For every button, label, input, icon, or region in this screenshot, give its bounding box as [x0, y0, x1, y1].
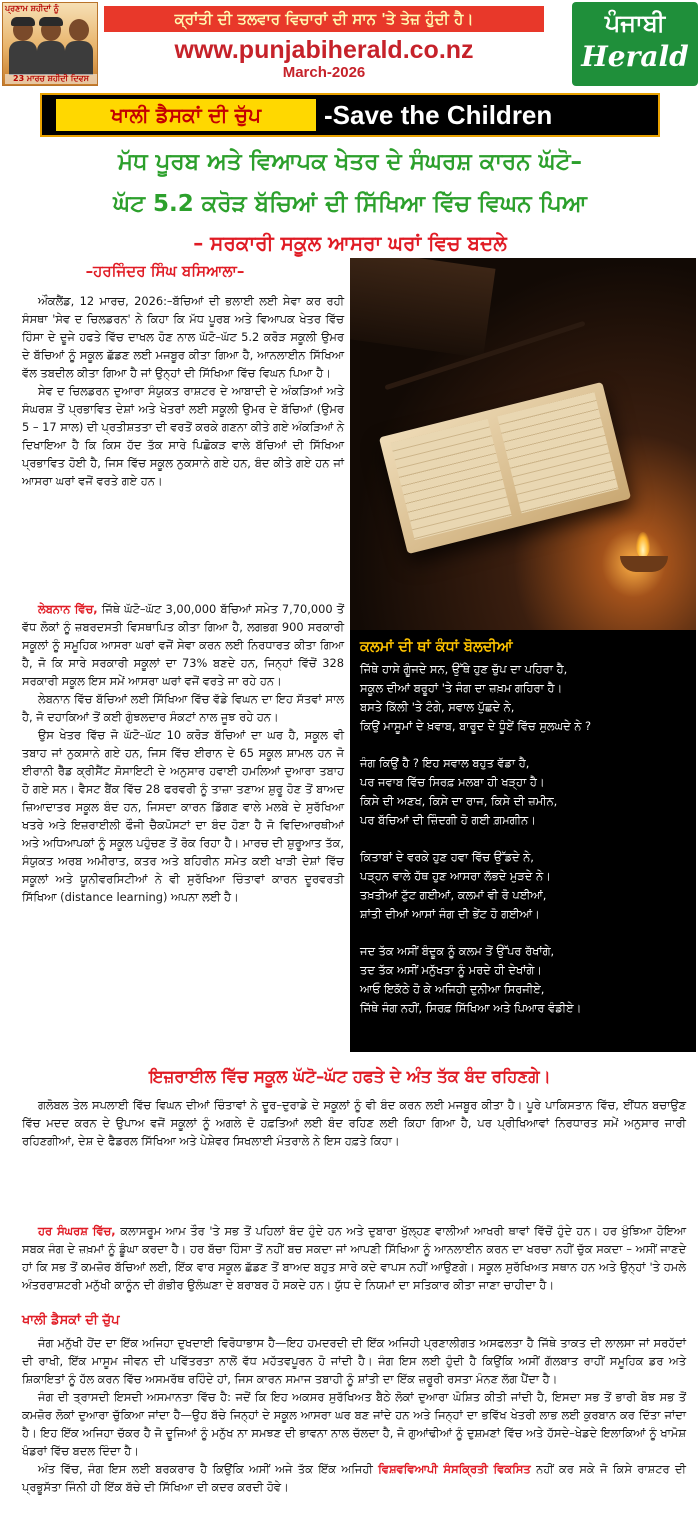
- article-paragraph: ਲੇਬਨਾਨ ਵਿੱਚ ਬੱਚਿਆਂ ਲਈ ਸਿੱਖਿਆ ਵਿੱਚ ਵੱਡੇ ਵਿਘਨ ਦਾ ਇਹ ਸੱਤਵਾਂ ਸਾਲ ਹੈ, ਜੋ ਦਹਾਕਿਆਂ ਤੋਂ ਕਈ ਗੁੰਝਲਦਾਰ ਸੰਕਟਾਂ ਨਾਲ ਜੂਝ ਰਹੇ ਹਨ।: [22, 692, 344, 724]
- poem-stanza: [360, 848, 686, 924]
- open-book: [379, 382, 631, 554]
- poem-line: ਜਿੱਥੇ ਹਾਸੇ ਗੂੰਜਦੇ ਸਨ, ਉੱਥੇ ਹੁਣ ਚੁੱਪ ਦਾ ਪਹਿਰਾ ਹੈ,: [360, 662, 568, 676]
- poem-stanza: [360, 942, 686, 1018]
- poem-line: ਕਿਤਾਬਾਂ ਦੇ ਵਰਕੇ ਹੁਣ ਹਵਾ ਵਿੱਚ ਉੱਡਦੇ ਨੇ,: [360, 850, 534, 864]
- poem-line: ਕਿਸੇ ਦੀ ਅਣਖ, ਕਿਸੇ ਦਾ ਰਾਜ, ਕਿਸੇ ਦੀ ਜ਼ਮੀਨ,: [360, 794, 558, 808]
- martyrs-poster: [2, 2, 98, 86]
- global-culture-highlight: ਵਿਸ਼ਵਵਿਆਪੀ ਸੰਸਕ੍ਰਿਤੀ ਵਿਕਸਿਤ: [378, 1462, 531, 1476]
- poem-line: ਜੰਗ ਕਿਉਂ ਹੈ ? ਇਹ ਸਵਾਲ ਬਹੁਤ ਵੱਡਾ ਹੈ,: [360, 756, 530, 770]
- poem-box: [350, 630, 696, 1052]
- article-paragraph: ਔਕਲੈਂਡ, 12 ਮਾਰਚ, 2026:–ਬੱਚਿਆਂ ਦੀ ਭਲਾਈ ਲਈ ਸੇਵਾ ਕਰ ਰਹੀ ਸੰਸਥਾ 'ਸੇਵ ਦ ਚਿਲਡਰਨ' ਨੇ ਕਿਹਾ ਕਿ ਮੱਧ ਪੂਰਬ ਅਤੇ ਵਿਆਪਕ ਖੇਤਰ ਵਿੱਚ ਹਿੰਸਾ ਦੇ ਦੂਜੇ ਹਫਤੇ ਵਿੱਚ ਦਾਖਲ ਹੋਣ ਨਾਲ ਘੱਟੋ–ਘੱਟ 5.2 ਕਰੋੜ ਸਕੂਲੀ ਉਮਰ ਦੇ ਬੱਚਿਆਂ ਨੂੰ ਸਕੂਲ ਛੱਡਣ ਲਈ ਮਜਬੂਰ ਕੀਤਾ ਗਿਆ ਹੈ, ਆਨਲਾਈਨ ਸਿੱਖਿਆ ਵੱਲ ਤਬਦੀਲ ਕੀਤਾ ਗਿਆ ਹੈ ਜਾਂ ਉਨ੍ਹਾਂ ਦੀ ਸਿੱਖਿਆ ਵਿੱਚ ਵਿਘਨ ਪਿਆ ਹੈ।: [22, 294, 344, 380]
- article-paragraph: ਜੰਗ ਮਨੁੱਖੀ ਹੋਂਦ ਦਾ ਇੱਕ ਅਜਿਹਾ ਦੁਖਦਾਈ ਵਿਰੋਧਾਭਾਸ ਹੈ—ਇਹ ਹਮਦਰਦੀ ਦੀ ਇੱਕ ਅਜਿਹੀ ਪ੍ਰਣਾਲੀਗਤ ਅਸਫਲਤਾ ਹੈ ਜਿੱਥੇ ਤਾਕਤ ਦੀ ਲਾਲਸਾ ਜਾਂ ਸਰਹੱਦਾਂ ਦੀ ਰਾਖੀ, ਇੱਕ ਮਾਸੂਮ ਜੀਵਨ ਦੀ ਪਵਿੱਤਰਤਾ ਨਾਲੋਂ ਵੱਧ ਮਹੱਤਵਪੂਰਨ ਹੋ ਜਾਂਦੀ ਹੈ। ਜੰਗ ਇਸ ਲਈ ਹੁੰਦੀ ਹੈ ਕਿਉਂਕਿ ਅਸੀਂ ਗੱਲਬਾਤ ਰਾਹੀਂ ਸਮੂਹਿਕ ਡਰ ਅਤੇ ਸ਼ਿਕਾਇਤਾਂ ਨੂੰ ਹੱਲ ਕਰਨ ਵਿੱਚ ਅਸਮਰੱਥ ਰਹਿੰਦੇ ਹਾਂ, ਜਿਸ ਕਾਰਨ ਸਮਾਜ ਤਬਾਹੀ ਨੂੰ ਸ਼ਾਂਤੀ ਦਾ ਇੱਕ ਜ਼ਰੂਰੀ ਰਸਤਾ ਮੰਨਣ ਲੱਗ ਪੈਂਦਾ ਹੈ।: [22, 1336, 686, 1386]
- portrait-2: [37, 19, 65, 75]
- every-conflict-lead: ਹਰ ਸੰਘਰਸ਼ ਵਿੱਚ,: [38, 1224, 116, 1238]
- article-paragraph: ਉਸ ਖੇਤਰ ਵਿੱਚ ਜੋ ਘੱਟੋ–ਘੱਟ 10 ਕਰੋੜ ਬੱਚਿਆਂ ਦਾ ਘਰ ਹੈ, ਸਕੂਲ ਵੀ ਤਬਾਹ ਜਾਂ ਨੁਕਸਾਨੇ ਗਏ ਹਨ, ਜਿਸ ਵਿੱਚ ਈਰਾਨ ਦੇ 65 ਸਕੂਲ ਸ਼ਾਮਲ ਹਨ ਜੋ ਈਰਾਨੀ ਰੈੱਡ ਕ੍ਰੀਸੈਂਟ ਸੋਸਾਇਟੀ ਦੇ ਅਨੁਸਾਰ ਹਵਾਈ ਹਮਲਿਆਂ ਦੁਆਰਾ ਤਬਾਹ ਹੋ ਗਏ ਸਨ। ਵੈਸਟ ਬੈਂਕ ਵਿੱਚ 28 ਫਰਵਰੀ ਨੂੰ ਤਾਜ਼ਾ ਤਣਾਅ ਸ਼ੁਰੂ ਹੋਣ ਤੋਂ ਬਾਅਦ ਜ਼ਿਆਦਾਤਰ ਸਕੂਲ ਬੰਦ ਹਨ, ਜਿਸਦਾ ਕਾਰਨ ਡਿੱਗਣ ਵਾਲੇ ਮਲਬੇ ਦੇ ਸੁਰੱਖਿਆ ਖਤਰੇ ਅਤੇ ਇਜ਼ਰਾਈਲੀ ਫੌਜੀ ਚੈਕਪੋਸਟਾਂ ਦਾ ਬੰਦ ਹੋਣਾ ਹੈ ਜੋ ਵਿਦਿਆਰਥੀਆਂ ਅਤੇ ਅਧਿਆਪਕਾਂ ਨੂੰ ਸਕੂਲ ਪਹੁੰਚਣ ਤੋਂ ਰੋਕ ਰਿਹਾ ਹੈ। ਮਾਰਚ ਦੀ ਸ਼ੁਰੂਆਤ ਤੱਕ, ਸੰਯੁਕਤ ਅਰਬ ਅਮੀਰਾਤ, ਕਤਰ ਅਤੇ ਬਹਿਰੀਨ ਸਮੇਤ ਕਈ ਖਾੜੀ ਦੇਸ਼ਾਂ ਵਿੱਚ ਸਕੂਲਾਂ ਅਤੇ ਯੂਨੀਵਰਸਿਟੀਆਂ ਨੇ ਵੀ ਸੁਰੱਖਿਆ ਚਿੰਤਾਵਾਂ ਕਾਰਨ ਦੂਰਵਰਤੀ ਸਿੱਖਿਆ (distance learning) ਅਪਨਾ ਲਈ ਹੈ।: [22, 728, 344, 904]
- logo-herald-text: Herald: [581, 40, 689, 73]
- byline: –ਹਰਜਿੰਦਰ ਸਿੰਘ ਬਸਿਆਲਾ–: [85, 262, 245, 280]
- poem-line: ਪਰ ਬੱਚਿਆਂ ਦੀ ਜ਼ਿੰਦਗੀ ਹੋ ਗਈ ਗ਼ਮਗੀਨ।: [360, 813, 536, 827]
- article-paragraph: ਅੰਤ ਵਿੱਚ, ਜੰਗ ਇਸ ਲਈ ਬਰਕਰਾਰ ਹੈ ਕਿਉਂਕਿ ਅਸੀਂ ਅਜੇ ਤੱਕ ਇੱਕ ਅਜਿਹੀ ਵਿਸ਼ਵਵਿਆਪੀ ਸੰਸਕ੍ਰਿਤੀ ਵਿਕਸਿਤ ਨਹੀਂ ਕਰ ਸਕੇ ਜੋ ਕਿਸੇ ਰਾਸ਼ਟਰ ਦੀ ਪ੍ਰਭੂਸੱਤਾ ਜਿੰਨੀ ਹੀ ਇੱਕ ਬੱਚੇ ਦੀ ਸਿੱਖਿਆ ਦੀ ਕਦਰ ਕਰਦੀ ਹੋਵੇ।: [22, 1462, 686, 1494]
- logo-punjabi-text: ਪੰਜਾਬੀ: [604, 9, 666, 37]
- israel-subhead: ਇਜ਼ਰਾਈਲ ਵਿੱਚ ਸਕੂਲ ਘੱਟੋ–ਘੱਟ ਹਫਤੇ ਦੇ ਅੰਤ ਤੱਕ ਬੰਦ ਰਹਿਣਗੇ।: [149, 1067, 551, 1086]
- poem-line: ਸ਼ਾਂਤੀ ਦੀਆਂ ਆਸਾਂ ਜੰਗ ਦੀ ਭੇਂਟ ਹੋ ਗਈਆਂ।: [360, 907, 540, 921]
- full-width-text-1: [22, 1096, 686, 1150]
- issue-date: March-2026: [282, 64, 366, 81]
- poem-line: ਪਰ ਜਵਾਬ ਵਿੱਚ ਸਿਰਫ਼ ਮਲਬਾ ਹੀ ਖੜ੍ਹਾ ਹੈ।: [360, 775, 545, 789]
- poster-bottom-text: 23 ਮਾਰਚ ਸ਼ਹੀਦੀ ਦਿਵਸ: [5, 74, 97, 84]
- poem-line: ਜਦ ਤੱਕ ਅਸੀਂ ਬੰਦੂਕ ਨੂੰ ਕਲਮ ਤੋਂ ਉੱਪਰ ਰੱਖਾਂਗੇ,: [360, 944, 555, 958]
- poem-line: ਬਸਤੇ ਕਿੱਲੀ 'ਤੇ ਟੰਗੇ, ਸਵਾਲ ਪੁੱਛਦੇ ਨੇ,: [360, 700, 515, 714]
- candle-flame: [636, 532, 650, 558]
- book-candle-photo: [350, 258, 696, 630]
- lebanon-lead: ਲੇਬਨਾਨ ਵਿੱਚ,: [38, 602, 98, 616]
- article-column-bottom: [22, 600, 344, 906]
- poster-top-text: ਪ੍ਰਣਾਮ ਸ਼ਹੀਦਾਂ ਨੂੰ: [5, 4, 59, 13]
- headline-banner: [40, 93, 660, 137]
- poem-line: ਤਖ਼ਤੀਆਂ ਟੁੱਟ ਗਈਆਂ, ਕਲਮਾਂ ਵੀ ਰੋ ਪਈਆਂ,: [360, 888, 547, 902]
- portrait-3: [65, 19, 93, 75]
- section-heading-empty-desks: ਖਾਲੀ ਡੈਸਕਾਂ ਦੀ ਚੁੱਪ: [22, 1313, 120, 1328]
- poem-stanza: [360, 754, 686, 830]
- portrait-1: [9, 19, 37, 75]
- article-paragraph: ਹਰ ਸੰਘਰਸ਼ ਵਿੱਚ, ਕਲਾਸਰੂਮ ਆਮ ਤੌਰ 'ਤੇ ਸਭ ਤੋਂ ਪਹਿਲਾਂ ਬੰਦ ਹੁੰਦੇ ਹਨ ਅਤੇ ਦੁਬਾਰਾ ਖੁੱਲ੍ਹਣ ਵਾਲੀਆਂ ਆਖਰੀ ਥਾਵਾਂ ਵਿੱਚੋਂ ਹੁੰਦੇ ਹਨ। ਹਰ ਖੁੰਝਿਆ ਹੋਇਆ ਸਬਕ ਜੰਗ ਦੇ ਜ਼ਖ਼ਮਾਂ ਨੂੰ ਡੂੰਘਾ ਕਰਦਾ ਹੈ। ਹਰ ਬੱਚਾ ਹਿੰਸਾ ਤੋਂ ਨਹੀਂ ਬਚ ਸਕਦਾ ਜਾਂ ਆਪਣੀ ਸਿੱਖਿਆ ਨੂੰ ਆਨਲਾਈਨ ਕਰਨ ਦਾ ਖਰਚਾ ਨਹੀਂ ਚੁੱਕ ਸਕਦਾ – ਅਸੀਂ ਜਾਣਦੇ ਹਾਂ ਕਿ ਸਭ ਤੋਂ ਕਮਜ਼ੋਰ ਬੱਚਿਆਂ ਲਈ, ਇੱਕ ਵਾਰ ਸਕੂਲ ਛੱਡਣ ਤੋਂ ਬਾਅਦ ਬਹੁਤ ਸਾਰੇ ਕਦੇ ਵਾਪਸ ਨਹੀਂ ਆਉਣਗੇ। ਸਕੂਲ ਸੁਰੱਖਿਅਤ ਸਥਾਨ ਹਨ ਅਤੇ ਉਨ੍ਹਾਂ 'ਤੇ ਹਮਲੇ ਅੰਤਰਰਾਸ਼ਟਰੀ ਮਨੁੱਖੀ ਕਾਨੂੰਨ ਦੀ ਗੰਭੀਰ ਉਲੰਘਣਾ ਦੇ ਬਰਾਬਰ ਹੋ ਸਕਦੇ ਹਨ। ਯੁੱਧ ਦੇ ਨਿਯਮਾਂ ਦਾ ਸਤਿਕਾਰ ਕੀਤਾ ਜਾਣਾ ਚਾਹੀਦਾ ਹੈ।: [22, 1224, 686, 1292]
- headline-line-2: ਘੱਟ 5.2 ਕਰੋੜ ਬੱਚਿਆਂ ਦੀ ਸਿੱਖਿਆ ਵਿੱਚ ਵਿਘਨ ਪਿਆ: [113, 191, 587, 217]
- article-paragraph: ਗਲੋਬਲ ਤੇਲ ਸਪਲਾਈ ਵਿੱਚ ਵਿਘਨ ਦੀਆਂ ਚਿੰਤਾਵਾਂ ਨੇ ਦੂਰ–ਦੁਰਾਡੇ ਦੇ ਸਕੂਲਾਂ ਨੂੰ ਵੀ ਬੰਦ ਕਰਨ ਲਈ ਮਜਬੂਰ ਕੀਤਾ ਹੈ। ਪੂਰੇ ਪਾਕਿਸਤਾਨ ਵਿੱਚ, ਈਂਧਨ ਬਚਾਉਣ ਵਿੱਚ ਮਦਦ ਕਰਨ ਦੇ ਉਪਾਅ ਵਜੋਂ ਸਕੂਲਾਂ ਨੂੰ ਅਗਲੇ ਦੋ ਹਫ਼ਤਿਆਂ ਲਈ ਬੰਦ ਰਹਿਣ ਲਈ ਕਿਹਾ ਗਿਆ ਹੈ, ਪਰ ਪ੍ਰੀਖਿਆਵਾਂ ਨਿਰਧਾਰਤ ਸਮੇਂ ਅਨੁਸਾਰ ਜਾਰੀ ਰਹਿਣਗੀਆਂ, ਦੇਸ਼ ਦੇ ਫੈਡਰਲ ਸਿੱਖਿਆ ਅਤੇ ਪੇਸ਼ੇਵਰ ਸਿਖਲਾਈ ਮੰਤਰਾਲੇ ਨੇ ਇਸ ਹਫ਼ਤੇ ਕਿਹਾ।: [22, 1098, 686, 1148]
- poem-line: ਸਕੂਲ ਦੀਆਂ ਬਰੂਹਾਂ 'ਤੇ ਜੰਗ ਦਾ ਜ਼ਖ਼ਮ ਗਹਿਰਾ ਹੈ।: [360, 681, 563, 695]
- poem-line: ਕਿਉਂ ਮਾਸੂਮਾਂ ਦੇ ਖ਼ਵਾਬ, ਬਾਰੂਦ ਦੇ ਧੂੰਏਂ ਵਿੱਚ ਸੁਲਘਦੇ ਨੇ ?: [360, 719, 592, 733]
- article-column-top: [22, 292, 344, 490]
- website-url[interactable]: www.punjabiherald.co.nz: [174, 36, 474, 64]
- article-paragraph: ਸੇਵ ਦ ਚਿਲਡਰਨ ਦੁਆਰਾ ਸੰਯੁਕਤ ਰਾਸ਼ਟਰ ਦੇ ਆਬਾਦੀ ਦੇ ਅੰਕੜਿਆਂ ਅਤੇ ਸੰਘਰਸ਼ ਤੋਂ ਪ੍ਰਭਾਵਿਤ ਦੇਸ਼ਾਂ ਅਤੇ ਖੇਤਰਾਂ ਲਈ ਸਕੂਲੀ ਉਮਰ ਦੇ ਬੱਚਿਆਂ (ਉਮਰ 5 – 17 ਸਾਲ) ਦੀ ਪ੍ਰਤੀਸ਼ਤਤਾ ਦੀ ਵਰਤੋਂ ਕਰਕੇ ਗਣਨਾ ਕੀਤੇ ਗਏ ਅੰਕੜਿਆਂ ਨੇ ਦਿਖਾਇਆ ਹੈ ਕਿ ਕਿਸ ਹੱਦ ਤੱਕ ਸਾਰੇ ਪਿਛੋਕੜ ਵਾਲੇ ਬੱਚਿਆਂ ਦੀ ਸਿੱਖਿਆ ਪ੍ਰਭਾਵਿਤ ਹੋਈ ਹੈ, ਜਿਸ ਵਿੱਚ ਸਕੂਲ ਨੁਕਸਾਨੇ ਗਏ ਹਨ, ਬੰਦ ਕੀਤੇ ਗਏ ਹਨ ਜਾਂ ਆਸਰਾ ਘਰਾਂ ਵਜੋਂ ਵਰਤੇ ਗਏ ਹਨ।: [22, 384, 344, 488]
- stacked-books: [350, 258, 496, 358]
- full-width-text-3: [22, 1334, 686, 1496]
- poem-line: ਜਿੱਥੇ ਜੰਗ ਨਹੀਂ, ਸਿਰਫ਼ ਸਿੱਖਿਆ ਅਤੇ ਪਿਆਰ ਵੰਡੀਏ।: [360, 1001, 582, 1015]
- banner-empty-desks: ਖਾਲੀ ਡੈਸਕਾਂ ਦੀ ਚੁੱਪ: [56, 99, 316, 131]
- banner-save-the-children: -Save the Children: [324, 100, 553, 130]
- poem-line: ਆਓ ਇਕੱਠੇ ਹੋ ਕੇ ਅਜਿਹੀ ਦੁਨੀਆ ਸਿਰਜੀਏ,: [360, 982, 545, 996]
- article-paragraph: ਲੇਬਨਾਨ ਵਿੱਚ, ਜਿੱਥੇ ਘੱਟੋ–ਘੱਟ 3,00,000 ਬੱਚਿਆਂ ਸਮੇਤ 7,70,000 ਤੋਂ ਵੱਧ ਲੋਕਾਂ ਨੂੰ ਜ਼ਬਰਦਸਤੀ ਵਿਸਥਾਪਿਤ ਕੀਤਾ ਗਿਆ ਹੈ, ਲਗਭਗ 900 ਸਰਕਾਰੀ ਸਕੂਲਾਂ ਨੂੰ ਸਮੂਹਿਕ ਆਸਰਾ ਘਰਾਂ ਵਜੋਂ ਸੇਵਾ ਕਰਨ ਲਈ ਨਿਰਧਾਰਤ ਕੀਤਾ ਗਿਆ ਹੈ, ਜੋ ਕਿ ਸਾਰੇ ਸਰਕਾਰੀ ਸਕੂਲਾਂ ਦਾ 73% ਬਣਦੇ ਹਨ, ਜਿਨ੍ਹਾਂ ਵਿੱਚੋਂ 328 ਸਰਕਾਰੀ ਸਕੂਲ ਇਸ ਸਮੇਂ ਆਸਰਾ ਘਰਾਂ ਵਜੋਂ ਵਰਤੇ ਜਾ ਰਹੇ ਹਨ।: [22, 602, 344, 688]
- headline-line-1: ਮੱਧ ਪੂਰਬ ਅਤੇ ਵਿਆਪਕ ਖੇਤਰ ਦੇ ਸੰਘਰਸ਼ ਕਾਰਨ ਘੱਟੋ–: [117, 149, 583, 175]
- poem-line: ਤਦ ਤੱਕ ਅਸੀਂ ਮਨੁੱਖਤਾ ਨੂੰ ਮਰਦੇ ਹੀ ਦੇਖਾਂਗੇ।: [360, 963, 542, 977]
- poem-stanza: [360, 660, 686, 736]
- masthead-tagline: ਕ੍ਰਾਂਤੀ ਦੀ ਤਲਵਾਰ ਵਿਚਾਰਾਂ ਦੀ ਸਾਨ 'ਤੇ ਤੇਜ਼ ਹੁੰਦੀ ਹੈ।: [104, 6, 544, 32]
- headline-line-3: – ਸਰਕਾਰੀ ਸਕੂਲ ਆਸਰਾ ਘਰਾਂ ਵਿਚ ਬਦਲੇ: [193, 231, 507, 255]
- poem-line: ਪੜ੍ਹਨ ਵਾਲੇ ਹੱਥ ਹੁਣ ਆਸਰਾ ਲੱਭਦੇ ਮੁੜਦੇ ਨੇ।: [360, 869, 551, 883]
- oil-lamp: [620, 556, 668, 572]
- poem-title: ਕਲਮਾਂ ਦੀ ਥਾਂ ਕੰਧਾਂ ਬੋਲਦੀਆਂ: [360, 639, 513, 655]
- full-width-text-2: [22, 1222, 686, 1294]
- punjabi-herald-logo: [572, 2, 698, 86]
- article-paragraph: ਜੰਗ ਦੀ ਤ੍ਰਾਸਦੀ ਇਸਦੀ ਅਸਮਾਨਤਾ ਵਿੱਚ ਹੈ: ਜਦੋਂ ਕਿ ਇਹ ਅਕਸਰ ਸੁਰੱਖਿਅਤ ਬੈਠੇ ਲੋਕਾਂ ਦੁਆਰਾ ਘੋਸ਼ਿਤ ਕੀਤੀ ਜਾਂਦੀ ਹੈ, ਇਸਦਾ ਸਭ ਤੋਂ ਭਾਰੀ ਬੋਝ ਸਭ ਤੋਂ ਕਮਜ਼ੋਰ ਲੋਕਾਂ ਦੁਆਰਾ ਚੁੱਕਿਆ ਜਾਂਦਾ ਹੈ—ਉਹ ਬੱਚੇ ਜਿਨ੍ਹਾਂ ਦੇ ਸਕੂਲ ਆਸਰਾ ਘਰ ਬਣ ਜਾਂਦੇ ਹਨ ਅਤੇ ਜਿਨ੍ਹਾਂ ਦਾ ਭਵਿੱਖ ਖੇਤਰੀ ਲਾਭ ਲਈ ਕੁਰਬਾਨ ਕਰ ਦਿੱਤਾ ਜਾਂਦਾ ਹੈ। ਇਹ ਇੱਕ ਅਜਿਹਾ ਚੱਕਰ ਹੈ ਜੋ ਦੂਜਿਆਂ ਨੂੰ ਮਨੁੱਖ ਨਾ ਸਮਝਣ ਦੀ ਭਾਵਨਾ ਨਾਲ ਚੱਲਦਾ ਹੈ, ਜੋ ਗੁਆਂਢੀਆਂ ਨੂੰ ਦੁਸ਼ਮਣਾਂ ਵਿੱਚ ਅਤੇ ਹੱਸਦੇ–ਖੇਡਦੇ ਇਲਾਕਿਆਂ ਨੂੰ ਖਾਮੋਸ਼ ਖੰਡਰਾਂ ਵਿੱਚ ਬਦਲ ਦਿੰਦਾ ਹੈ।: [22, 1390, 686, 1458]
- masthead: [0, 0, 700, 88]
